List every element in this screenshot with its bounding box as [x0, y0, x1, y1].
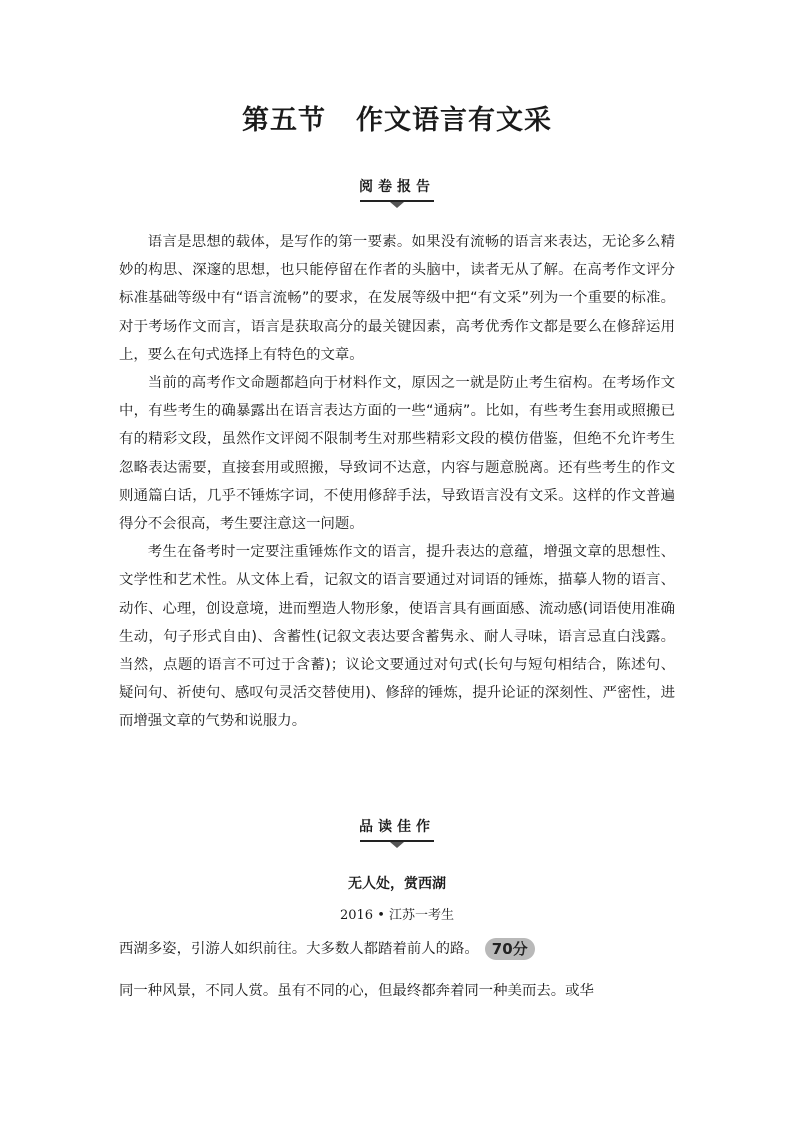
essay-title: 无人处，赏西湖: [348, 876, 446, 892]
section-heading-report: [337, 176, 457, 208]
section-heading-reading-label: 品读佳作: [359, 819, 435, 835]
report-paragraph-2: 当前的高考作文命题都趋向于材料作文，原因之一就是防止考生宿构。在考场作文中，有些考生的确暴露出在语言表达方面的一些“通病”。比如，有些考生套用或照搬已有的精彩文段，虽然作文评阅不限制考生对那些精彩文段的模仿借鉴，但绝不允许考生忽略表达需要，直接套用或照搬，导致词不达意，内容与题意脱离。还有些考生的作文则通篇白话，几乎不锤炼字词，不使用修辞手法，导致语言没有文采。这样的作文普遍得分不会很高，考生要注意这一问题。: [119, 375, 675, 533]
report-body: [119, 228, 675, 736]
page-title-topic: 作文语言有文采: [356, 105, 552, 136]
page-title: [0, 98, 794, 137]
report-paragraph-1: 语言是思想的载体，是写作的第一要素。如果没有流畅的语言来表达，无论多么精妙的构思、深邃的思想，也只能停留在作者的头脑中，读者无从了解。在高考作文评分标准基础等级中有“语言流畅”的要求，在发展等级中把“有文采”列为一个重要的标准。对于考场作文而言，语言是获取高分的最关键因素，高考优秀作文都是要么在修辞运用上，要么在句式选择上有特色的文章。: [119, 234, 675, 363]
heading-pointer-icon: [390, 202, 404, 208]
essay-line-1-text: 西湖多姿，引游人如织前往。大多数人都踏着前人的路。: [119, 941, 479, 957]
section-heading-report-label: 阅卷报告: [359, 179, 435, 195]
section-heading-reading: [337, 816, 457, 848]
essay-author: 2016 • 江苏一考生: [339, 908, 455, 923]
heading-pointer-icon: [390, 842, 404, 848]
score-badge: 70分: [485, 938, 535, 960]
page-title-section-number: 第五节: [242, 105, 326, 136]
essay-line-2: 同一种风景，不同人赏。虽有不同的心，但最终都奔着同一种美而去。或华: [119, 983, 594, 999]
essay-line-1: [119, 938, 675, 960]
report-paragraph-3: 考生在备考时一定要注重锤炼作文的语言，提升表达的意蕴，增强文章的思想性、文学性和艺术性。从文体上看，记叙文的语言要通过对词语的锤炼，描摹人物的语言、动作、心理，创设意境，进而塑造人物形象，使语言具有画面感、流动感(词语使用准确生动，句子形式自由)、含蓄性(记叙文表达要含蓄隽永、耐人寻味，语言忌直白浅露。当然，点题的语言不可过于含蓄)；议论文要通过对句式(长句与短句相结合，陈述句、疑问句、祈使句、感叹句灵活交替使用)、修辞的锤炼，提升论证的深刻性、严密性，进而增强文章的气势和说服力。: [119, 544, 675, 730]
